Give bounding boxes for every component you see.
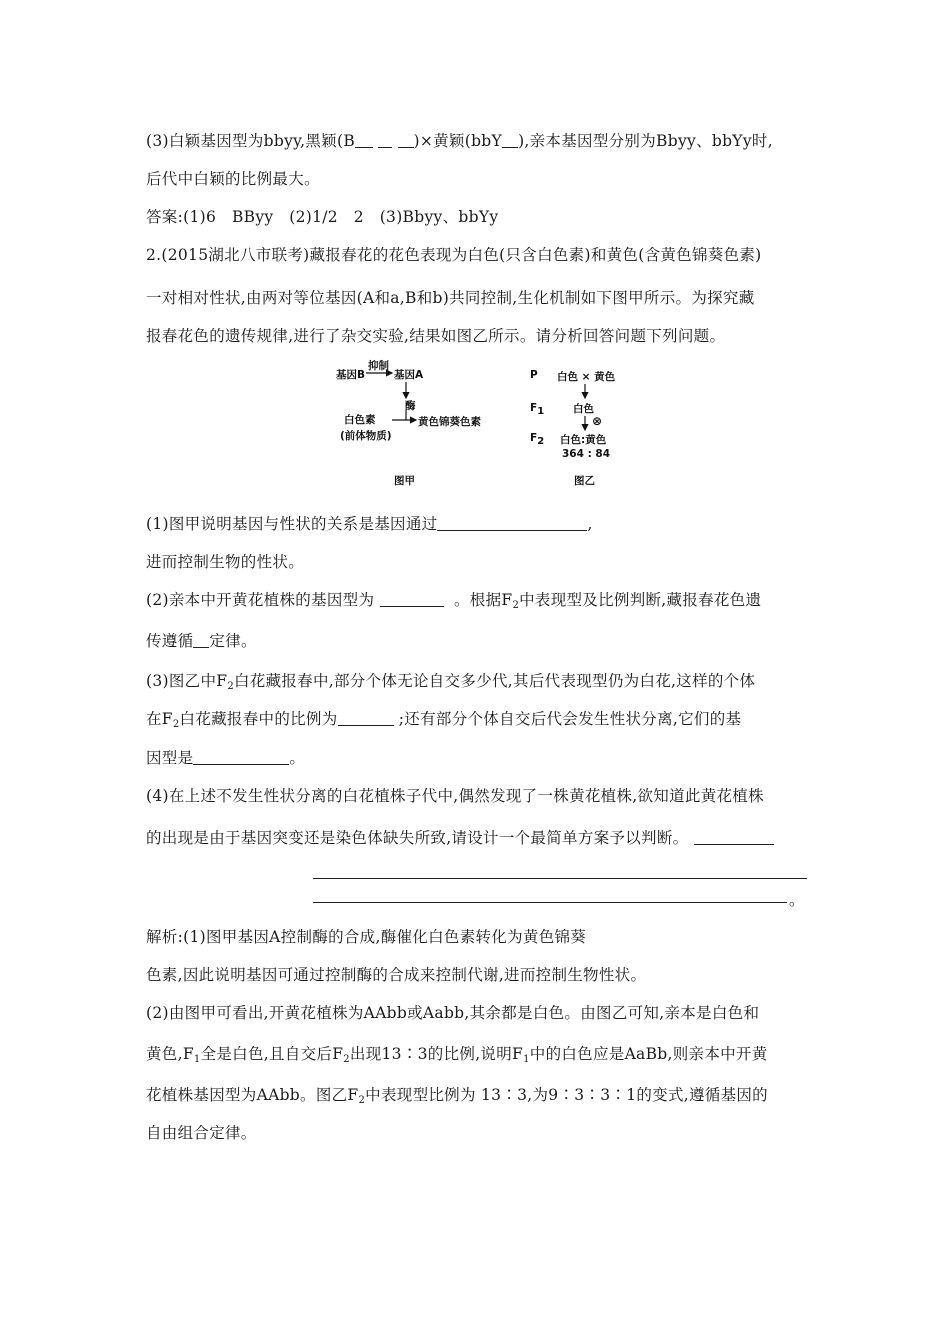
analysis-2-line1: (2)由图甲可看出,开黄花植株为AAbb或Aabb,其余都是白色。由图乙可知,亲本是白色和 [146, 1004, 760, 1022]
subq3-line1: (3)图乙中$F_2$白花藏报春中,部分个体无论自交多少代,其后代表现型仍为白花,这样的个体 [146, 672, 756, 692]
answer-blank[interactable] [380, 591, 444, 607]
figure-a-caption: 图甲 [394, 475, 415, 487]
parent-cross-label: 白色 × 黄色 [557, 371, 616, 383]
subq1-line2: 进而控制生物的性状。 [146, 553, 305, 571]
analysis-2-line2: 黄色$,F_1$全是白色,且自交后$F_2$出现13∶3的比例,说明$F_1$中的白色应是AaBb,则亲本中开黄 [146, 1045, 768, 1065]
analysis-1-line2: 色素,因此说明基因可通过控制酶的合成来控制代谢,进而控制生物性状。 [146, 966, 647, 984]
white-pigment-label: 白色素 [344, 414, 376, 426]
analysis-1-line1: 解析:(1)图甲基因A控制酶的合成,酶催化白色素转化为黄色锦葵 [146, 928, 587, 946]
answer-blank[interactable] [338, 710, 394, 726]
q2-stem-line3: 报春花色的遗传规律,进行了杂交实验,结果如图乙所示。请分析回答问题下列问题。 [146, 327, 726, 345]
precursor-label: (前体物质) [340, 430, 392, 442]
subq3-line2: 在$F_2$白花藏报春中的比例为 ;还有部分个体自交后代会发生性状分离,它们的基 [146, 710, 742, 730]
f1-phenotype-label: 白色 [573, 403, 594, 415]
analysis-2-line4: 自由组合定律。 [146, 1124, 257, 1142]
p-generation-label: P [530, 369, 538, 381]
subq2-line1: (2)亲本中开黄花植株的基因型为 。根据$F_2$中表现型及比例判断,藏报春花色遗 [146, 591, 762, 611]
f2-phenotype-label: 白色:黄色 [560, 434, 607, 446]
yellow-pigment-label: 黄色锦葵色素 [418, 416, 481, 428]
gene-a-label: 基因A [394, 369, 424, 381]
figure-b-caption: 图乙 [574, 475, 595, 487]
subq2-line2: 传遵循 定律。 [146, 632, 257, 650]
q2-stem-line2: 一对相对性状,由两对等位基因(A和a,B和b)共同控制,生化机制如下图甲所示。为探究藏 [146, 289, 755, 307]
q1-part3-line2: 后代中白颖的比例最大。 [146, 170, 320, 188]
q1-part3-line1: (3)白颖基因型为bbyy,黑颖(B )×黄颖(bbY ),亲本基因型分别为Bbyy、bbYy时, [146, 132, 773, 150]
analysis-2-line3: 花植株基因型为AAbb。图乙$F_2$中表现型比例为 13∶3,为9∶3∶3∶1的变式,遵循基因的 [146, 1086, 768, 1106]
answer-blank[interactable] [437, 515, 587, 531]
gene-b-label: 基因B [336, 369, 366, 381]
enzyme-label: 酶 [405, 400, 416, 412]
inhibit-label: 抑制 [368, 360, 389, 372]
f2-generation-label: F2 [530, 432, 545, 447]
subq1-line1: (1)图甲说明基因与性状的关系是基因通过 , [146, 515, 593, 533]
answer-end-period: 。 [789, 891, 805, 909]
answer-blank[interactable] [193, 749, 289, 765]
f1-generation-label: F1 [530, 402, 545, 417]
subq4-line2: 的出现是由于基因突变还是染色体缺失所致,请设计一个最简单方案予以判断。 [146, 826, 774, 848]
answer-blank[interactable] [694, 829, 774, 845]
f2-ratio-label: 364 : 84 [562, 448, 611, 460]
subq3-line3: 因型是 。 [146, 749, 306, 767]
selfing-symbol: ⊗ [592, 414, 603, 428]
answer-line-2[interactable] [313, 902, 787, 903]
q2-stem-line1: 2.(2015湖北八市联考)藏报春花的花色表现为白色(只含白色素)和黄色(含黄色锦葵色素) [146, 246, 762, 264]
subq4-line1: (4)在上述不发生性状分离的白花植株子代中,偶然发现了一株黄花植株,欲知道此黄花植株 [146, 787, 764, 805]
answer-line: 答案:(1)6 BByy (2)1/2 2 (3)Bbyy、bbYy [146, 208, 499, 226]
answer-line-1[interactable] [313, 878, 807, 879]
answer-blank[interactable] [193, 632, 209, 648]
